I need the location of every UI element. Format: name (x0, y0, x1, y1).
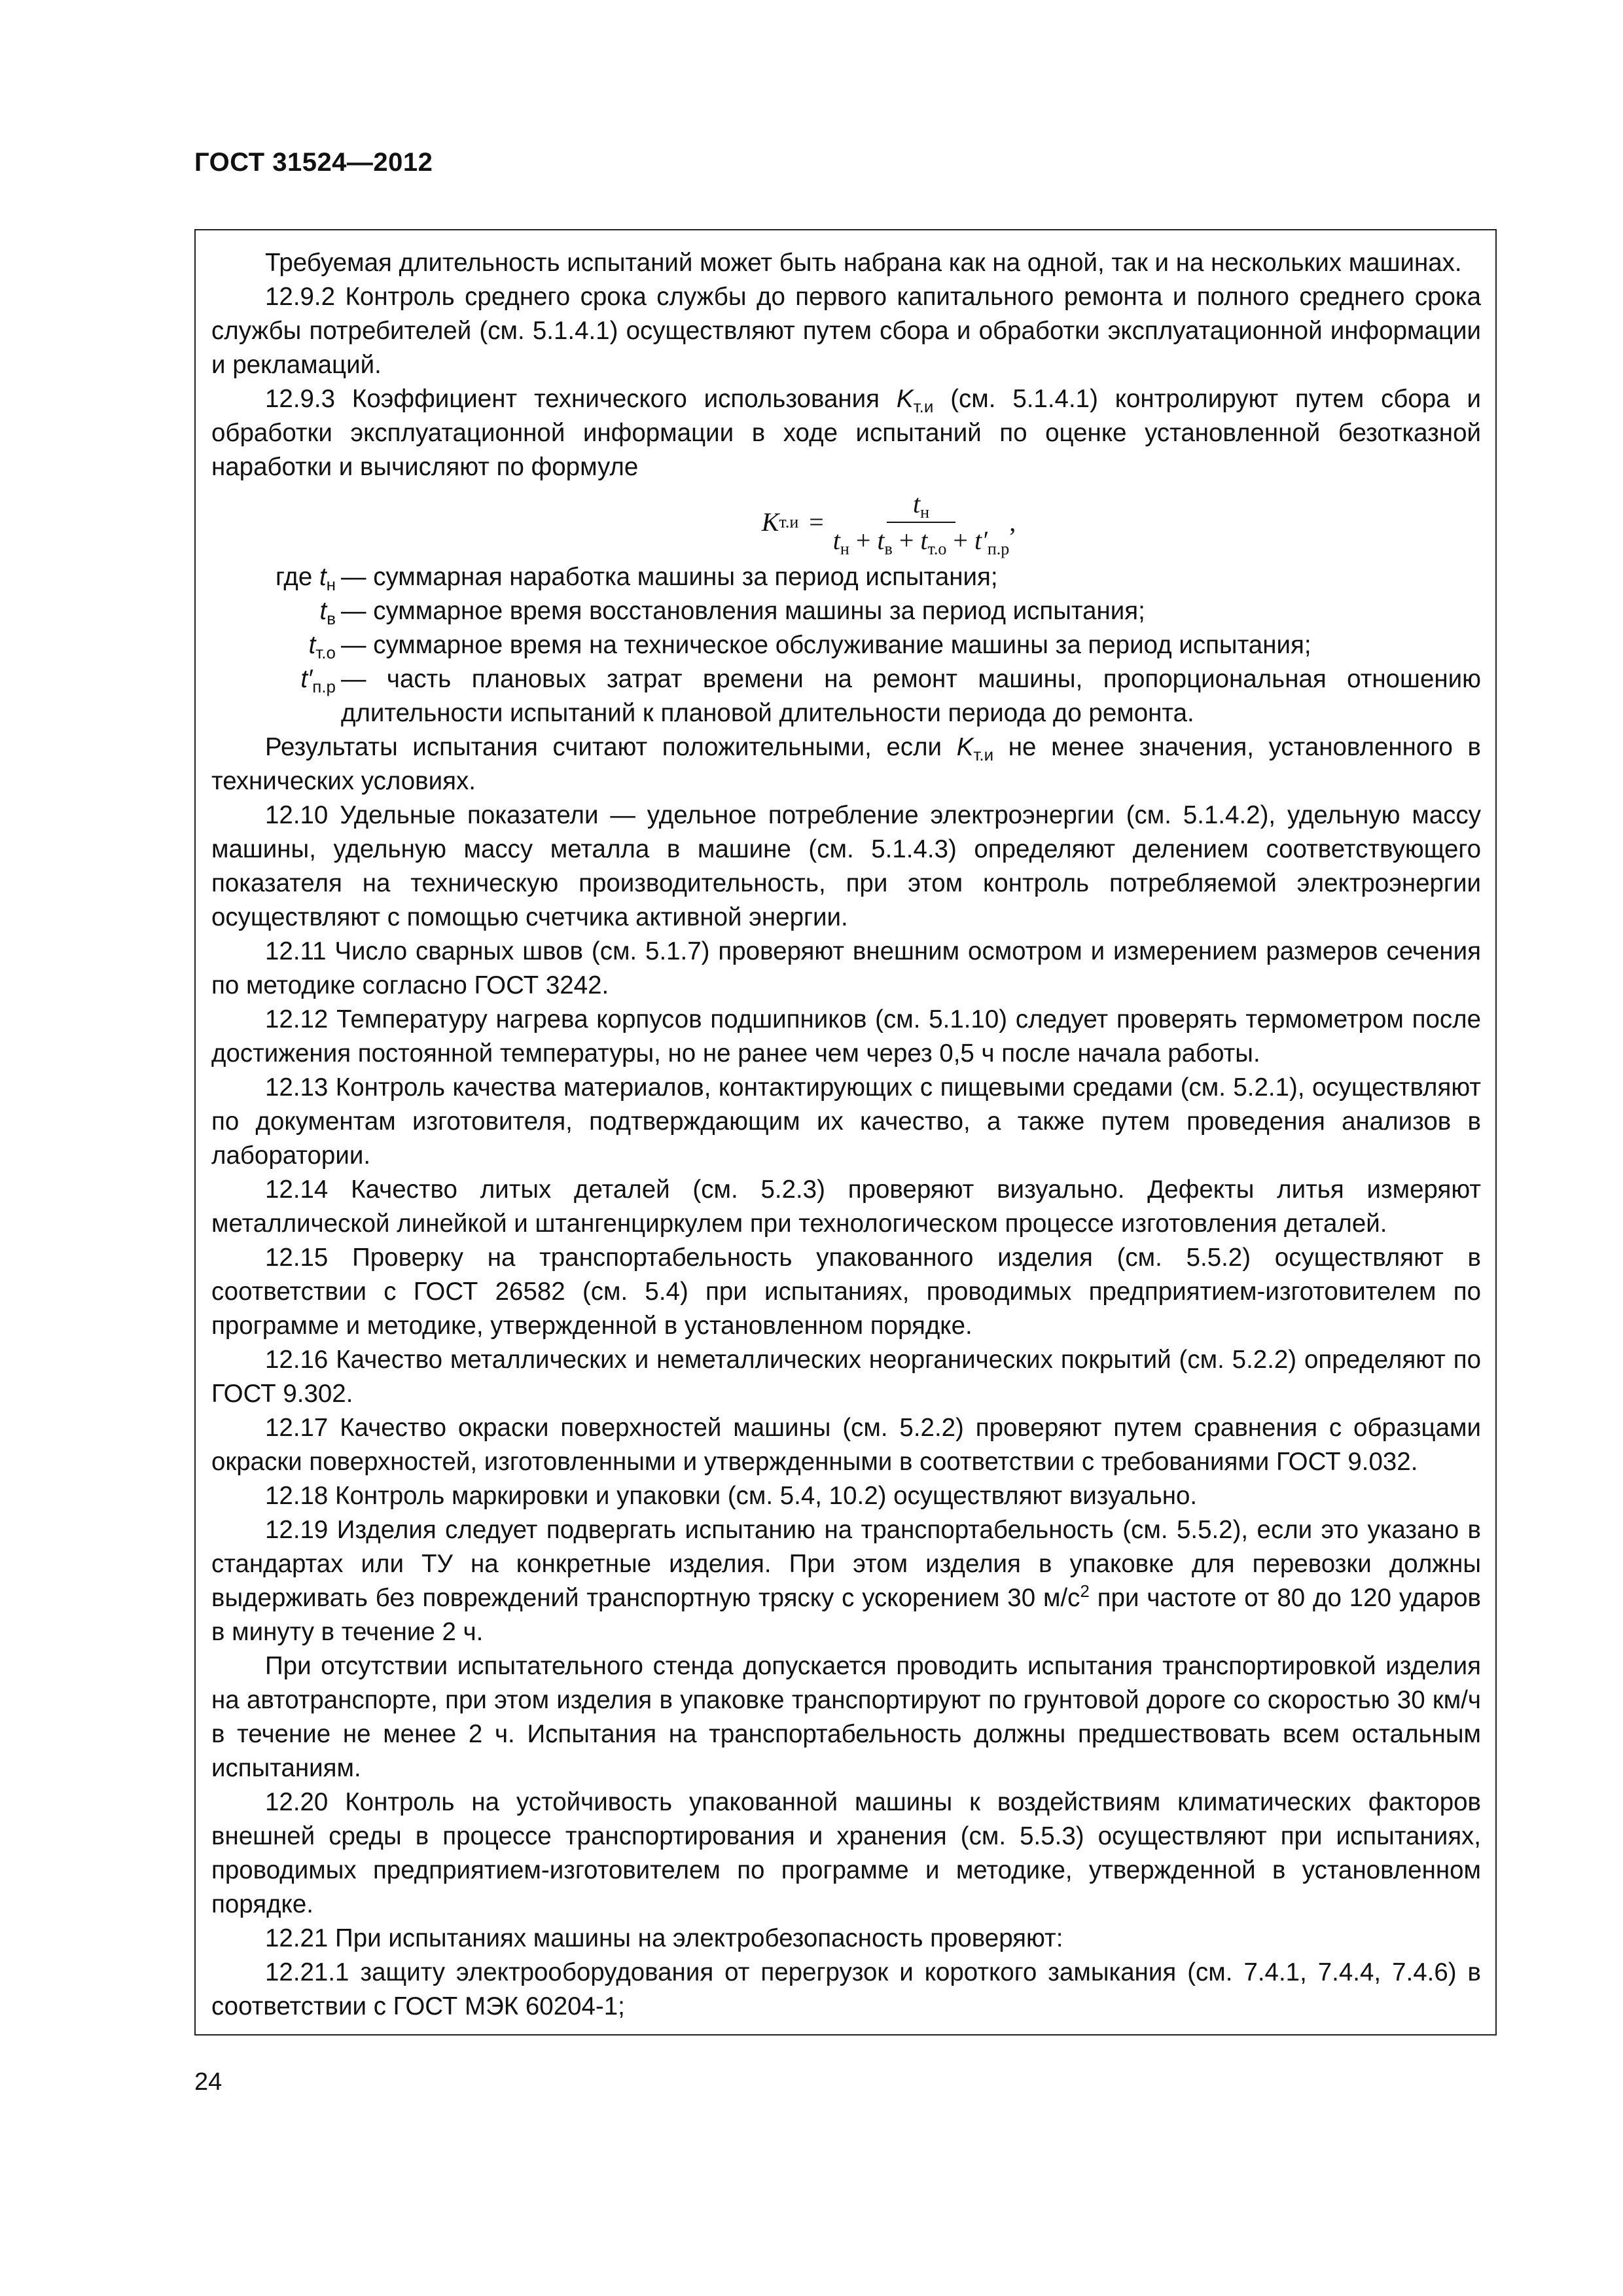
paragraph: 12.21 При испытаниях машины на электробезопасность проверяют: (265, 1924, 1063, 1952)
formula: K т.и = $\frac{t_н}{t_н + t_в + t_{т.о} + t'_{п.р}}$ , (761, 489, 1016, 558)
formula-op: + (849, 526, 878, 555)
where-var: t (308, 631, 316, 659)
where-symbol (211, 560, 336, 594)
where-text: — часть плановых затрат времени на ремонт машины, пропорциональная отношению длительности испытаний к плановой длительности периода до ремонта. (341, 665, 1481, 727)
formula-var: t (832, 526, 840, 555)
text-run: при частоте от 80 до 120 ударов в минуту в течение 2 ч. (211, 1584, 1481, 1646)
paragraph: 12.21.1 защиту электрооборудования от перегрузок и короткого замыкания (см. 7.4.1, 7.4.4, 7.4.6) в соответствии с ГОСТ МЭК 60204-1; (211, 1958, 1481, 2020)
content-frame (194, 229, 1497, 2036)
paragraph (211, 730, 1481, 798)
formula-sub: н (840, 539, 849, 558)
where-sub: п.р (312, 677, 336, 696)
text-run: Результаты испытания считают положительными, если (265, 733, 957, 761)
paragraph: 12.15 Проверку на транспортабельность упакованного изделия (см. 5.5.2) осуществляют в соответствии с ГОСТ 26582 (см. 5.4) при испытаниях, проводимых предприятием-изготовителем по программе и методике, утвержденной в установленном порядке. (211, 1244, 1481, 1340)
where-item (211, 662, 1481, 730)
formula-op: + (892, 526, 921, 555)
where-sub: в (327, 609, 336, 628)
formula-op: + (946, 526, 974, 555)
where-text: — суммарное время восстановления машины за период испытания; (341, 597, 1145, 625)
where-var: t (319, 597, 327, 625)
formula-lhs: K (761, 507, 779, 537)
document-header: ГОСТ 31524—2012 (194, 148, 433, 177)
where-item (211, 628, 1481, 662)
paragraph: 12.9.2 Контроль среднего срока службы до первого капитального ремонта и полного среднего срока службы потребителей (см. 5.1.4.1) осуществляют путем сбора и обработки эксплуатационной информации и рекламаций. (211, 283, 1481, 379)
where-sub: т.о (315, 643, 336, 662)
formula-trail: , (1009, 507, 1016, 537)
page-number: 24 (194, 2068, 223, 2096)
paragraph: 12.16 Качество металлических и неметаллических неорганических покрытий (см. 5.2.2) определяют по ГОСТ 9.302. (211, 1346, 1481, 1408)
formula-numerator (887, 488, 955, 523)
paragraph: 12.20 Контроль на устойчивость упакованной машины к воздействиям климатических факторов внешней среды в процессе транспортирования и хранения (см. 5.5.3) осуществляют при испытаниях, проводимых предприятием-изготовителем по программе и методике, утвержденной в установленном порядке. (211, 1788, 1481, 1918)
paragraph: 12.10 Удельные показатели — удельное потребление электроэнергии (см. 5.1.4.2), удельную массу машины, удельную массу металла в машине (см. 5.1.4.3) определяют делением соответствующего показателя на техническую производительность, при этом контроль потребляемой электроэнергии осуществляют с помощью счетчика активной энергии. (211, 801, 1481, 931)
formula-equals: = (809, 507, 824, 537)
coefficient-symbol: K (896, 385, 914, 413)
paragraph: 12.18 Контроль маркировки и упаковки (см. 5.4, 10.2) осуществляют визуально. (265, 1482, 1198, 1510)
where-symbol (211, 628, 336, 662)
where-symbol (211, 662, 336, 730)
where-item (211, 560, 1481, 594)
formula-sub: н (920, 503, 930, 522)
where-text: — суммарная наработка машины за период испытания; (341, 563, 998, 591)
where-item (211, 594, 1481, 628)
paragraph (211, 382, 1481, 484)
text-run: не менее значения, установленного в технических условиях. (211, 733, 1481, 795)
text-run: 12.19 Изделия следует подвергать испытанию на транспортабельность (см. 5.5.2), если это указано в стандартах или ТУ на конкретные изделия. При этом изделия в упаковке для перевозки должны выдерживать без повреждений транспортную тряску с ускорением 30 м/с (211, 1516, 1481, 1612)
paragraph: 12.12 Температуру нагрева корпусов подшипников (см. 5.1.10) следует проверять термометром после достижения постоянной температуры, но не ранее чем через 0,5 ч после начала работы. (211, 1005, 1481, 1067)
text-run: 12.9.3 Коэффициент технического использования (265, 385, 897, 413)
superscript: 2 (1080, 1581, 1090, 1601)
formula-var: t′ (974, 526, 988, 555)
formula-sub: в (884, 539, 893, 558)
where-prefix: где (276, 563, 319, 591)
formula-sub: т.о (927, 539, 947, 558)
where-var: t′ (300, 665, 313, 693)
paragraph (211, 1513, 1481, 1649)
text-run: (см. 5.1.4.1) контролируют путем сбора и обработки эксплуатационной информации в ходе испытаний по оценке установленной безотказной наработки и вычисляют по формуле (211, 385, 1481, 481)
coefficient-subscript: т.и (973, 745, 994, 764)
coefficient-symbol: K (956, 733, 974, 761)
paragraph: 12.11 Число сварных швов (см. 5.1.7) проверяют внешним осмотром и измерением размеров сечения по методике согласно ГОСТ 3242. (211, 937, 1481, 999)
paragraph: 12.13 Контроль качества материалов, контактирующих с пищевыми средами (см. 5.2.1), осуществляют по документам изготовителя, подтверждающим их качество, а также путем проведения анализов в лаборатории. (211, 1073, 1481, 1170)
formula-sub: п.р (987, 539, 1010, 558)
formula-var: t (877, 526, 885, 555)
paragraph: 12.17 Качество окраски поверхностей машины (см. 5.2.2) проверяют путем сравнения с образцами окраски поверхностей, изготовленными и утвержденными в соответствии с требованиями ГОСТ 9.032. (211, 1414, 1481, 1476)
where-text: — суммарное время на техническое обслуживание машины за период испытания; (341, 631, 1311, 659)
formula-var: t (920, 526, 928, 555)
where-sub: н (326, 575, 336, 594)
paragraph: 12.14 Качество литых деталей (см. 5.2.3) проверяют визуально. Дефекты литья измеряют металлической линейкой и штангенциркулем при технологическом процессе изготовления деталей. (211, 1175, 1481, 1238)
where-symbol (211, 594, 336, 628)
coefficient-subscript: т.и (913, 397, 934, 416)
where-var: t (319, 563, 327, 591)
formula-var: t (913, 489, 921, 518)
paragraph: При отсутствии испытательного стенда допускается проводить испытания транспортировкой изделия на автотранспорте, при этом изделия в упаковке транспортируют по грунтовой дороге со скоростью 30 км/ч в течение не менее 2 ч. Испытания на транспортабельность должны предшествовать всем остальным испытаниям. (211, 1652, 1481, 1782)
paragraph: Требуемая длительность испытаний может быть набрана как на одной, так и на нескольких машинах. (265, 249, 1462, 277)
formula-denominator (833, 523, 1009, 557)
formula-fraction (833, 488, 1009, 557)
